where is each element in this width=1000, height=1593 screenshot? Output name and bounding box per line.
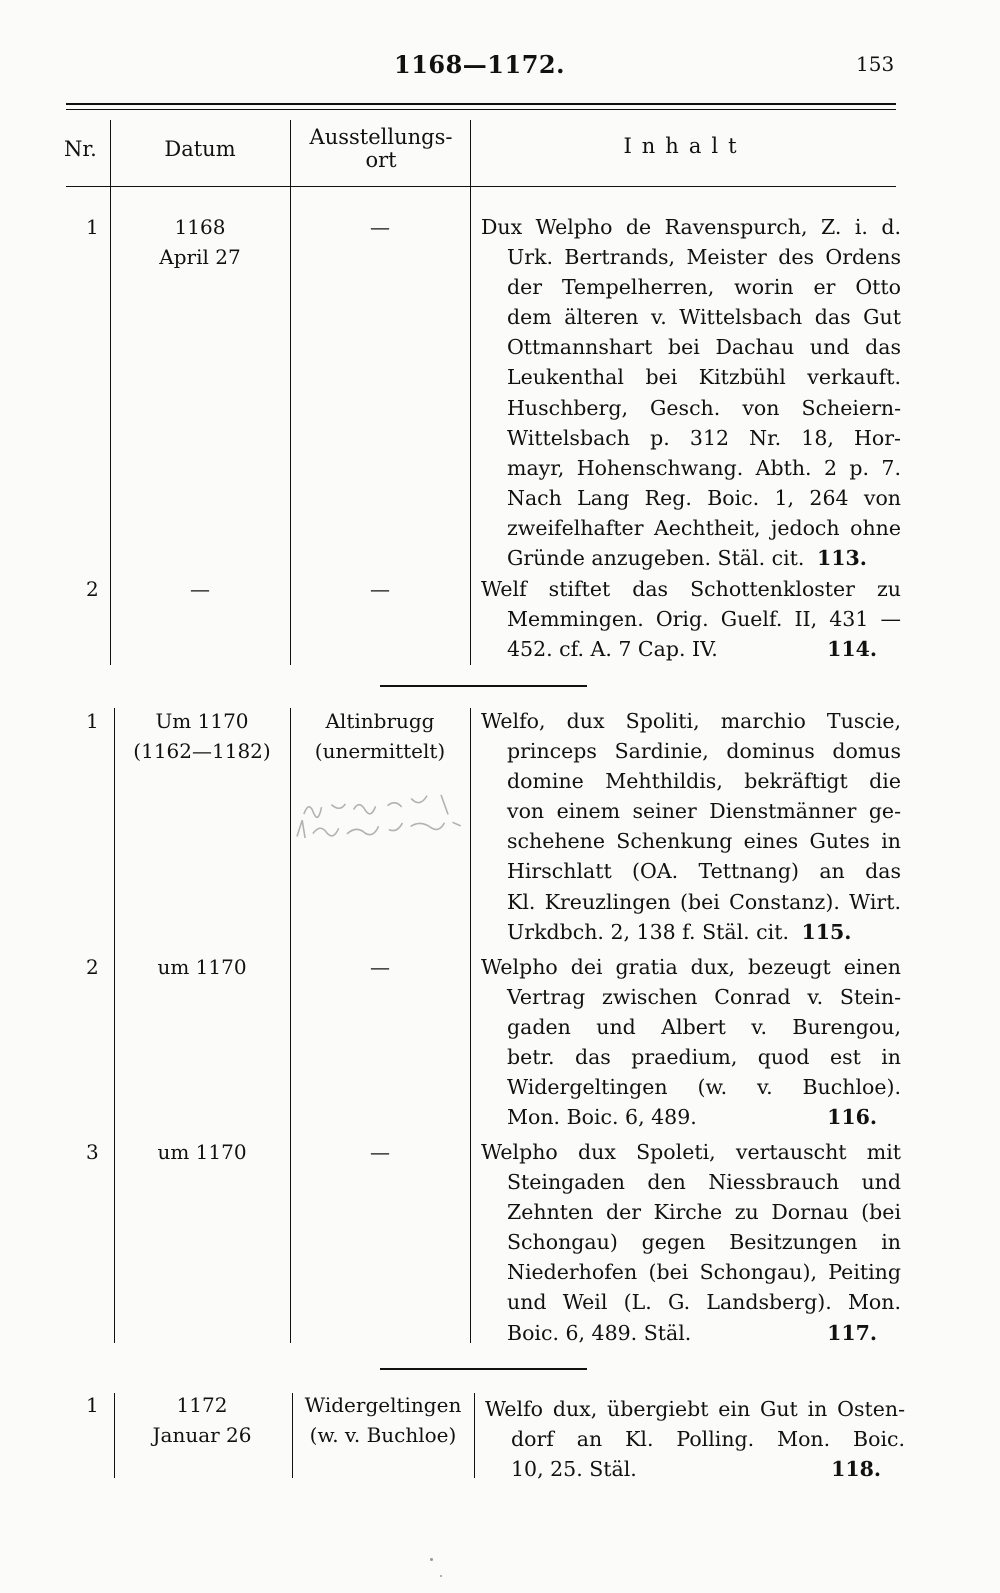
inhalt-line: Schongau) gegen Besitzungen in bbox=[507, 1230, 901, 1255]
inhalt-line-last bbox=[481, 634, 901, 664]
entry-inhalt bbox=[481, 706, 901, 947]
inhalt-line: Zehnten der Kirche zu Dornau (bei bbox=[507, 1200, 901, 1225]
entry-ort: — bbox=[370, 955, 390, 979]
divider-nr-datum bbox=[114, 708, 115, 1343]
column-header-ausstellungsort bbox=[296, 126, 466, 172]
pencil-annotation bbox=[290, 775, 473, 854]
entry-datum: um 1170 bbox=[157, 1140, 247, 1164]
inhalt-line: Welf stiftet das Schottenkloster zu bbox=[481, 577, 901, 601]
inhalt-line-last bbox=[481, 1102, 901, 1132]
handwritten-scribble-icon bbox=[290, 775, 473, 854]
column-header-nr: Nr. bbox=[64, 137, 97, 161]
inhalt-line: dorf an Kl. Polling. Mon. Boic. bbox=[511, 1427, 905, 1452]
inhalt-line-text: Urkdbch. 2, 138 f. Stäl. cit. bbox=[507, 919, 789, 944]
entry-inhalt bbox=[481, 952, 901, 1133]
inhalt-line: Welpho dux Spoleti, vertauscht mit bbox=[481, 1140, 901, 1164]
inhalt-line: schehene Schenkung eines Gutes in bbox=[507, 829, 901, 854]
inhalt-line: Ottmannshart bei Dachau und das bbox=[507, 335, 901, 360]
regest-number: 117. bbox=[827, 1320, 877, 1345]
inhalt-line: und Weil (L. G. Landsberg). Mon. bbox=[507, 1290, 901, 1315]
header-rule bbox=[66, 103, 896, 105]
inhalt-line-text: Boic. 6, 489. Stäl. bbox=[507, 1320, 692, 1345]
regest-number: 113. bbox=[816, 546, 867, 571]
inhalt-line-last bbox=[481, 917, 901, 947]
inhalt-line: zweifelhafter Aechtheit, jedoch ohne bbox=[507, 515, 901, 540]
entry-nr: 1 bbox=[86, 215, 99, 239]
inhalt-line: der Tempelherren, worin er Otto bbox=[507, 275, 901, 300]
entry-datum-year: Um 1170 bbox=[155, 709, 249, 733]
header-underline bbox=[66, 186, 896, 187]
inhalt-line: Vertrag zwischen Conrad v. Stein- bbox=[507, 985, 901, 1010]
inhalt-line: Kl. Kreuzlingen (bei Constanz). Wirt. bbox=[507, 889, 901, 914]
inhalt-line: Steingaden den Niessbrauch und bbox=[507, 1170, 901, 1195]
inhalt-line-last bbox=[481, 1318, 901, 1348]
entry-datum-range: (1162—1182) bbox=[133, 739, 271, 763]
inhalt-line-last bbox=[481, 543, 901, 573]
inhalt-line-text: Gründe anzugeben. Stäl. cit. bbox=[507, 546, 805, 571]
inhalt-line: Welfo, dux Spoliti, marchio Tuscie, bbox=[481, 709, 901, 733]
scan-speck bbox=[430, 1558, 433, 1561]
entry-nr: 1 bbox=[86, 1393, 99, 1417]
entry-datum bbox=[112, 1390, 292, 1450]
entry-datum: um 1170 bbox=[157, 955, 247, 979]
inhalt-line: Widergeltingen (w. v. Buchloe). bbox=[507, 1075, 901, 1100]
entry-datum: — bbox=[190, 577, 210, 601]
inhalt-line: von einem seiner Dienstmänner ge- bbox=[507, 799, 901, 824]
header-rule-thin bbox=[66, 109, 896, 110]
inhalt-line: gaden und Albert v. Burengou, bbox=[507, 1015, 901, 1040]
page-number: 153 bbox=[856, 52, 895, 76]
inhalt-line: Wittelsbach p. 312 Nr. 18, Hor- bbox=[507, 425, 901, 450]
inhalt-line: princeps Sardinie, dominus domus bbox=[507, 739, 901, 764]
section-separator bbox=[380, 1368, 587, 1370]
regest-number: 116. bbox=[827, 1105, 877, 1130]
inhalt-line: domine Mehthildis, bekräftigt die bbox=[507, 769, 901, 794]
column-header-ort-line1: Ausstellungs- bbox=[309, 125, 453, 149]
column-header-ort-line2: ort bbox=[365, 148, 397, 172]
entry-datum-year: 1172 bbox=[176, 1393, 228, 1417]
inhalt-line-text: 452. cf. A. 7 Cap. IV. bbox=[507, 637, 718, 662]
column-header-datum: Datum bbox=[164, 137, 236, 161]
entry-ort: — bbox=[370, 215, 390, 239]
entry-nr: 2 bbox=[86, 577, 99, 601]
divider-ort-inhalt bbox=[474, 1393, 475, 1478]
entry-nr: 2 bbox=[86, 955, 99, 979]
section-separator bbox=[380, 685, 587, 687]
inhalt-line-text: 10, 25. Stäl. bbox=[511, 1457, 637, 1482]
divider-ort-inhalt bbox=[470, 120, 471, 665]
inhalt-line: dem älteren v. Wittelsbach das Gut bbox=[507, 305, 901, 330]
entry-datum-year: 1168 bbox=[174, 215, 226, 239]
entry-ort-note: (unermittelt) bbox=[314, 739, 446, 763]
entry-ort: — bbox=[370, 577, 390, 601]
entry-ort bbox=[290, 706, 470, 766]
inhalt-line-text: Mon. Boic. 6, 489. bbox=[507, 1105, 697, 1130]
inhalt-line: Niederhofen (bei Schongau), Peiting bbox=[507, 1260, 901, 1285]
regest-number: 114. bbox=[827, 637, 877, 662]
inhalt-line: Hirschlatt (OA. Tettnang) an das bbox=[507, 859, 901, 884]
entry-inhalt bbox=[481, 212, 901, 573]
entry-ort-note: (w. v. Buchloe) bbox=[309, 1423, 457, 1447]
inhalt-line: Memmingen. Orig. Guelf. II, 431 — bbox=[507, 607, 901, 632]
entry-ort: — bbox=[370, 1140, 390, 1164]
entry-ort-place: Altinbrugg bbox=[325, 709, 435, 733]
entry-inhalt bbox=[481, 574, 901, 664]
entry-nr: 3 bbox=[86, 1140, 99, 1164]
inhalt-line: Welpho dei gratia dux, bezeugt einen bbox=[481, 955, 901, 979]
entry-ort bbox=[293, 1390, 473, 1450]
entry-nr: 1 bbox=[86, 709, 99, 733]
entry-inhalt bbox=[481, 1137, 901, 1348]
entry-datum-day: Januar 26 bbox=[152, 1423, 252, 1447]
inhalt-line: betr. das praedium, quod est in bbox=[507, 1045, 901, 1070]
entry-datum bbox=[110, 212, 290, 272]
page-title: 1168—1172. bbox=[394, 50, 565, 79]
inhalt-line: mayr, Hohenschwang. Abth. 2 p. 7. bbox=[507, 455, 901, 480]
inhalt-line: Huschberg, Gesch. von Scheiern- bbox=[507, 395, 901, 420]
inhalt-line-last bbox=[485, 1454, 905, 1484]
entry-datum-day: April 27 bbox=[159, 245, 241, 269]
regest-number: 118. bbox=[831, 1457, 881, 1482]
entry-ort-place: Widergeltingen bbox=[304, 1393, 462, 1417]
inhalt-line: Nach Lang Reg. Boic. 1, 264 von bbox=[507, 485, 901, 510]
entry-datum bbox=[112, 706, 292, 766]
inhalt-line: Dux Welpho de Ravenspurch, Z. i. d. bbox=[481, 215, 901, 239]
scan-speck bbox=[440, 1575, 442, 1577]
inhalt-line: Urk. Bertrands, Meister des Ordens bbox=[507, 245, 901, 270]
inhalt-line: Leukenthal bei Kitzbühl verkauft. bbox=[507, 365, 901, 390]
regest-number: 115. bbox=[801, 919, 852, 944]
column-header-inhalt: Inhalt bbox=[623, 134, 747, 158]
inhalt-line: Welfo dux, übergiebt ein Gut in Osten- bbox=[485, 1397, 905, 1421]
entry-inhalt bbox=[485, 1394, 905, 1484]
